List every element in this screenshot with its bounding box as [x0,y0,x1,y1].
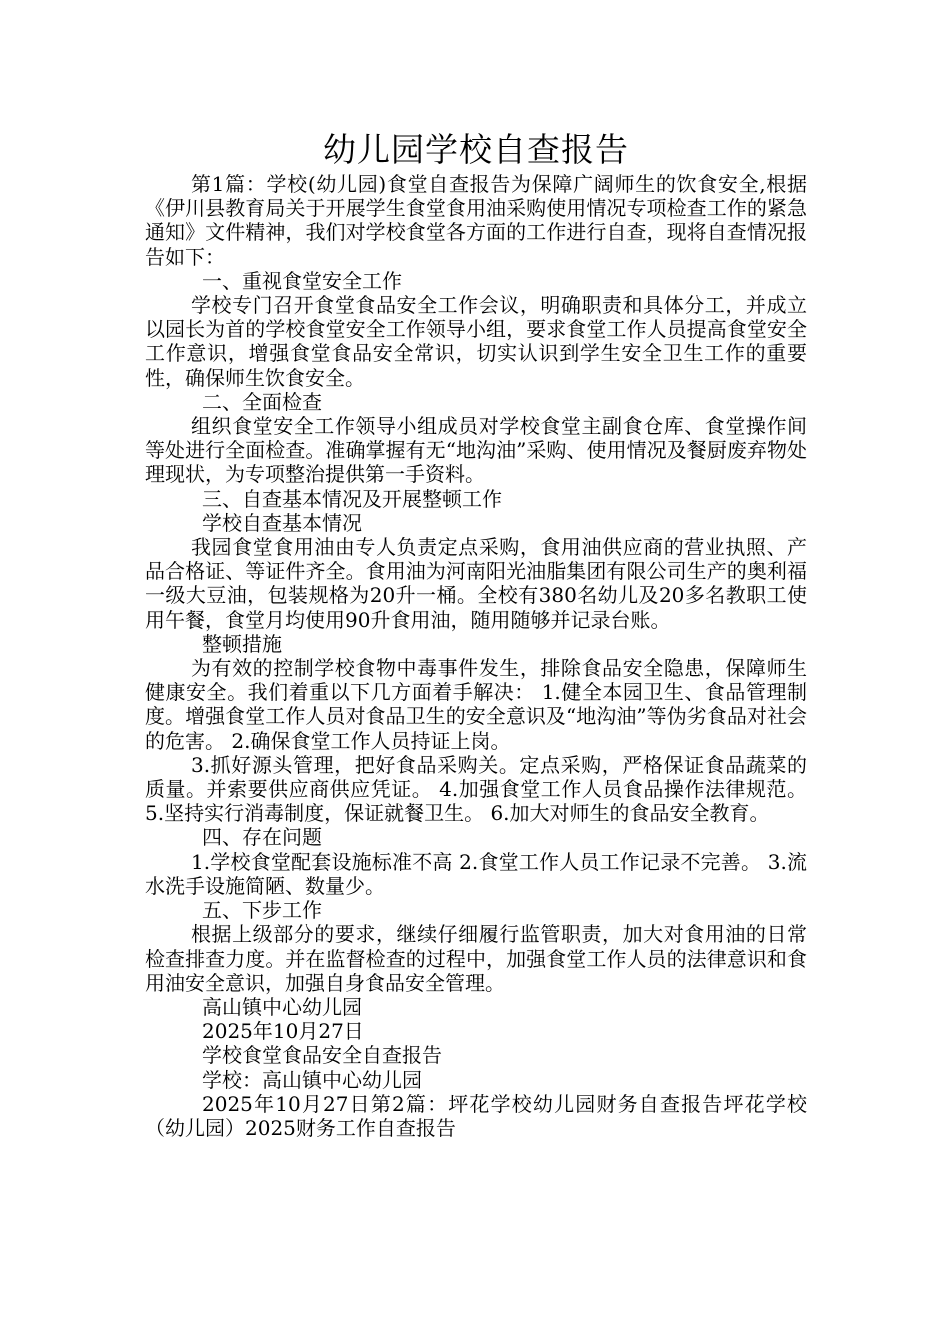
body-paragraph: 根据上级部分的要求，继续仔细履行监管职责，加大对食用油的日常检查排查力度。并在监督检查的过程中，加强食堂工作人员的法律意识和食用油安全意识，加强自身食品安全管理。 [145,922,807,995]
body-paragraph: 我园食堂食用油由专人负责定点采购，食用油供应商的营业执照、产品合格证、等证件齐全。食用油为河南阳光油脂集团有限公司生产的奥利福一级大豆油，包装规格为20升一桶。全校有380名幼儿及20多名教职工使用午餐，食堂月均使用90升食用油，随用随够并记录台账。 [145,535,807,632]
report-subtitle: 学校食堂食品安全自查报告 [202,1043,442,1068]
sub-heading: 学校自查基本情况 [202,510,362,535]
sub-heading: 整顿措施 [202,631,282,656]
document-title: 幼儿园学校自查报告 [323,130,629,169]
document-page [145,128,807,1140]
body-paragraph: 3.抓好源头管理，把好食品采购关。定点采购，严格保证食品蔬菜的质量。并索要供应商供应凭证。 4.加强食堂工作人员食品操作法律规范。 5.坚持实行消毒制度，保证就餐卫生。 6.加大对师生的食品安全教育。 [145,752,807,826]
date-next-article: 2025年10月27日第2篇：坪花学校幼儿园财务自查报告坪花学校（幼儿园）2025财务工作自查报告 [145,1091,807,1140]
body-paragraph: 为有效的控制学校食物中毒事件发生，排除食品安全隐患，保障师生健康安全。我们着重以下几方面着手解决： 1.健全本园卫生、食品管理制度。增强食堂工作人员对食品卫生的安全意识及“地沟油”等伪劣食品对社会的危害。 2.确保食堂工作人员持证上岗。 [145,656,807,753]
section-heading-4: 四、存在问题 [202,825,322,850]
signature-date: 2025年10月27日 [202,1019,364,1044]
body-paragraph: 组织食堂安全工作领导小组成员对学校食堂主副食仓库、食堂操作间等处进行全面检查。准确掌握有无“地沟油”采购、使用情况及餐厨废弃物处理现状，为专项整治提供第一手资料。 [145,414,807,487]
body-paragraph: 1.学校食堂配套设施标准不高 2.食堂工作人员工作记录不完善。 3.流水洗手设施简陋、数量少。 [145,849,807,898]
section-heading-5: 五、下步工作 [202,898,322,923]
section-heading-3: 三、自查基本情况及开展整顿工作 [202,486,502,511]
section-heading-2: 二、全面检查 [202,389,322,414]
body-paragraph: 学校专门召开食堂食品安全工作会议，明确职责和具体分工，并成立以园长为首的学校食堂安全工作领导小组，要求食堂工作人员提高食堂安全工作意识，增强食堂食品安全常识，切实认识到学生安全卫生工作的重要性，确保师生饮食安全。 [145,293,807,390]
intro-paragraph: 第1篇：学校(幼儿园)食堂自查报告为保障广阔师生的饮食安全,根据《伊川县教育局关于开展学生食堂食用油采购使用情况专项检查工作的紧急通知》文件精神，我们对学校食堂各方面的工作进行自查，现将自查情况报告如下： [145,172,807,269]
school-line: 学校：高山镇中心幼儿园 [202,1067,422,1092]
signature-org: 高山镇中心幼儿园 [202,994,362,1019]
section-heading-1: 一、重视食堂安全工作 [202,268,402,293]
